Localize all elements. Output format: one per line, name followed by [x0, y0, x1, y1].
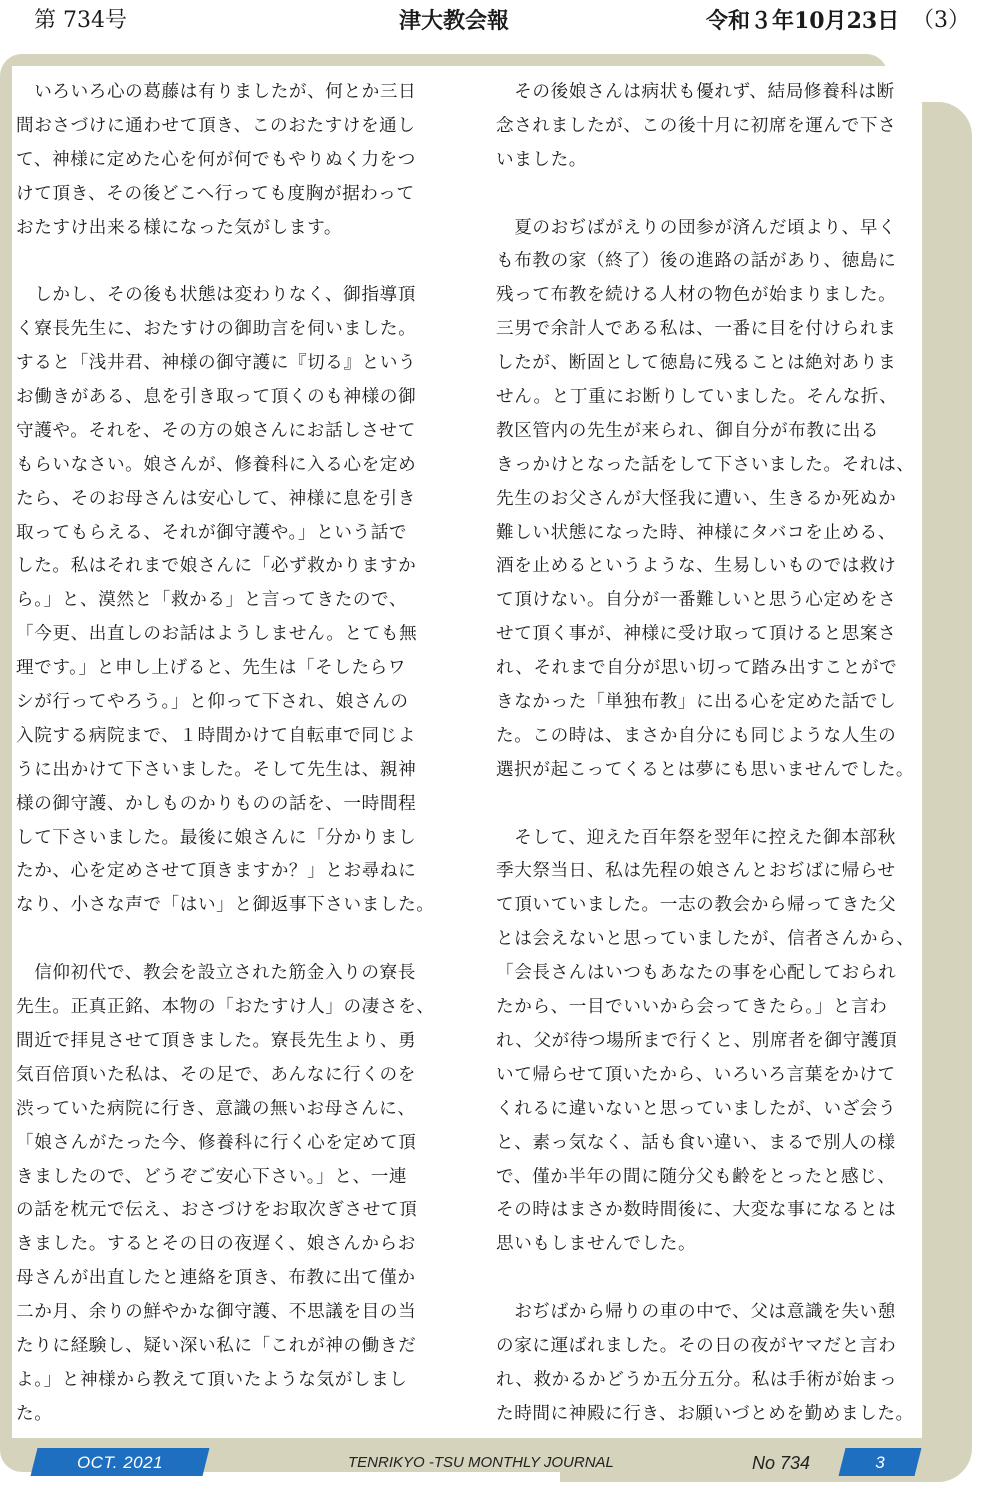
- text-line: せて頂く事が、神様に受け取って頂けると思案さ: [496, 624, 897, 645]
- text-line: したが、断固として徳島に残ることは絶対ありま: [496, 353, 897, 374]
- text-line: た時間に神殿に行き、お願いづとめを勤めました。: [496, 1403, 914, 1424]
- text-line: 選択が起こってくるとは夢にも思いませんでした。: [496, 759, 915, 780]
- issue-date: 令和３年10月23日: [706, 8, 900, 34]
- text-line: ら。」と、漠然と「救かる」と言ってきたので、: [16, 590, 408, 611]
- text-line: せん。と丁重にお断りしていました。そんな折、: [496, 387, 898, 408]
- page-header: [0, 0, 1004, 48]
- text-line: 夏のおぢばがえりの団参が済んだ頃より、早く: [496, 217, 897, 238]
- article-column-left: [16, 76, 466, 1432]
- text-line: した。私はそれまで娘さんに「必ず救かりますか: [16, 556, 417, 577]
- text-line: 気百倍頂いた私は、その足で、あんなに行くのを: [16, 1064, 416, 1085]
- text-line: く寮長先生に、おたすけの御助言を伺いました。: [16, 319, 417, 340]
- text-line: その後娘さんは病状も優れず、結局修養科は断: [496, 82, 895, 102]
- text-line: なり、小さな声で「はい」と御返事下さいました。: [16, 895, 435, 916]
- footer-month: OCT. 2021: [76, 1453, 164, 1472]
- text-line: シが行ってやろう。」と仰って下され、娘さんの: [16, 692, 409, 713]
- text-line: [16, 923, 466, 957]
- text-line: たから、一目でいいから会ってきたら。」と言わ: [496, 997, 888, 1018]
- text-line: たか、心を定めさせて頂きますか？」とお尋ねに: [16, 861, 417, 882]
- text-line: 間近で拝見させて頂きました。寮長先生より、勇: [16, 1030, 417, 1051]
- text-line: 入院する病院まで、１時間かけて自転車で同じよ: [16, 725, 416, 746]
- text-line: うに出かけて下さいました。そして先生は、親神: [16, 759, 417, 780]
- page-footer: [0, 1446, 1004, 1480]
- text-line: きっかけとなった話をして下さいました。それは、: [496, 454, 915, 475]
- text-line: れ、救かるかどうか五分五分。私は手術が始まっ: [496, 1369, 898, 1390]
- article-column-right: [496, 76, 924, 1432]
- text-line: しかし、その後も状態は変わりなく、御指導頂: [16, 285, 416, 306]
- text-line: 季大祭当日、私は先程の娘さんとおぢばに帰らせ: [496, 861, 896, 882]
- text-line: 残って布教を続ける人材の物色が始まりました。: [496, 285, 897, 306]
- text-line: 思いもしませんでした。: [496, 1234, 697, 1255]
- text-line: きなかった「単独布教」に出る心を定めた話でし: [496, 692, 897, 713]
- text-line: で、僅か半年の間に随分父も齢をとったと感じ、: [496, 1166, 896, 1187]
- text-line: と、素っ気なく、話も食い違い、まるで別人の様: [496, 1132, 896, 1153]
- text-line: そして、迎えた百年祭を翌年に控えた御本部秋: [496, 827, 896, 848]
- text-line: たりに経験し、疑い深い私に「これが神の働きだ: [16, 1335, 417, 1356]
- text-line: [496, 1262, 924, 1296]
- text-line: して下さいました。最後に娘さんに「分かりまし: [16, 827, 417, 848]
- text-line: 理です。」と申し上げると、先生は「そしたらワ: [16, 658, 407, 679]
- text-line: 「今更、出直しのお話はようしません。とても無: [16, 624, 418, 645]
- text-line: た。この時は、まさか自分にも同じような人生の: [496, 725, 897, 746]
- text-line: とは会えないと思っていましたが、信者さんから、: [496, 929, 915, 950]
- text-line: よ。」と神様から教えて頂いたような気がしまし: [16, 1369, 408, 1390]
- text-line: いました。: [496, 149, 587, 170]
- footer-journal-name: TENRIKYO -TSU MONTHLY JOURNAL: [348, 1454, 614, 1471]
- text-line: て頂いていました。一志の教会から帰ってきた父: [496, 895, 897, 916]
- text-line: 「会長さんはいつもあなたの事を心配しておられ: [496, 963, 897, 984]
- text-line: 渋っていた病院に行き、意識の無いお母さんに、: [16, 1098, 416, 1119]
- text-line: くれるに違いないと思っていましたが、いざ会う: [496, 1098, 897, 1119]
- header-page-number: （3）: [912, 8, 970, 33]
- newsletter-title: 津大教会報: [399, 8, 510, 34]
- text-line: お働きがある、息を引き取って頂くのも神様の御: [16, 387, 417, 408]
- footer-issue-number: No 734: [752, 1453, 811, 1473]
- text-line: 母さんが出直したと連絡を頂き、布教に出て僅か: [16, 1268, 416, 1289]
- text-line: れ、父が待つ場所まで行くと、別席者を御守護頂: [496, 1030, 898, 1051]
- text-line: て頂けない。自分が一番難しいと思う心定めをさ: [496, 590, 897, 611]
- text-line: 念されましたが、この後十月に初席を運んで下さ: [496, 115, 897, 136]
- text-line: 守護や。それを、その方の娘さんにお話しさせて: [16, 420, 416, 441]
- text-line: も布教の家（終了）後の進路の話があり、徳島に: [496, 251, 897, 272]
- text-line: 様の御守護、かしものかりものの話を、一時間程: [16, 793, 417, 814]
- footer-page-number: 3: [875, 1453, 885, 1472]
- text-line: 三男で余計人である私は、一番に目を付けられま: [496, 319, 897, 340]
- text-line: いて帰らせて頂いたから、いろいろ言葉をかけて: [496, 1064, 896, 1085]
- text-line: けて頂き、その後どこへ行っても度胸が据わって: [16, 183, 415, 204]
- text-line: の家に運ばれました。その日の夜がヤマだと言わ: [496, 1335, 897, 1356]
- text-line: [496, 788, 924, 822]
- text-line: れ、それまで自分が思い切って踏み出すことがで: [496, 658, 898, 679]
- text-line: 先生のお父さんが大怪我に遭い、生きるか死ぬか: [496, 488, 897, 509]
- text-line: おたすけ出来る様になった気がします。: [16, 217, 343, 238]
- issue-number: 第 734号: [34, 8, 127, 33]
- text-line: 難しい状態になった時、神様にタバコを止める、: [496, 522, 897, 543]
- text-line: 「娘さんがたった今、修養科に行く心を定めて頂: [16, 1132, 417, 1153]
- text-line: いろいろ心の葛藤は有りましたが、何とか三日: [16, 82, 417, 102]
- text-line: すると「浅井君、神様の御守護に『切る』という: [16, 353, 417, 374]
- text-line: て、神様に定めた心を何が何でもやりぬく力をつ: [16, 149, 416, 170]
- text-line: 酒を止めるというような、生易しいものでは救け: [496, 556, 897, 577]
- text-line: 信仰初代で、教会を設立された筋金入りの寮長: [16, 963, 416, 984]
- text-line: の話を枕元で伝え、おさづけをお取次ぎさせて頂: [16, 1200, 418, 1221]
- text-line: 二か月、余りの鮮やかな御守護、不思議を目の当: [16, 1302, 417, 1323]
- text-line: 先生。正真正銘、本物の「おたすけ人」の凄さを、: [16, 997, 435, 1018]
- text-line: きました。するとその日の夜遅く、娘さんからお: [16, 1234, 416, 1255]
- text-line: 間おさづけに通わせて頂き、このおたすけを通し: [16, 115, 416, 136]
- text-line: もらいなさい。娘さんが、修養科に入る心を定め: [16, 454, 417, 475]
- text-line: 教区管内の先生が来られ、御自分が布教に出る: [496, 420, 880, 441]
- text-line: きましたので、どうぞご安心下さい。」と、一連: [16, 1166, 408, 1187]
- text-line: たら、そのお母さんは安心して、神様に息を引き: [16, 488, 416, 509]
- text-line: 取ってもらえる、それが御守護や。」という話で: [16, 522, 408, 543]
- text-line: た。: [16, 1403, 53, 1424]
- text-line: [496, 178, 924, 212]
- text-line: おぢばから帰りの車の中で、父は意識を失い憩: [496, 1302, 896, 1323]
- text-line: [16, 245, 466, 279]
- text-line: その時はまさか数時間後に、大変な事になるとは: [496, 1200, 897, 1221]
